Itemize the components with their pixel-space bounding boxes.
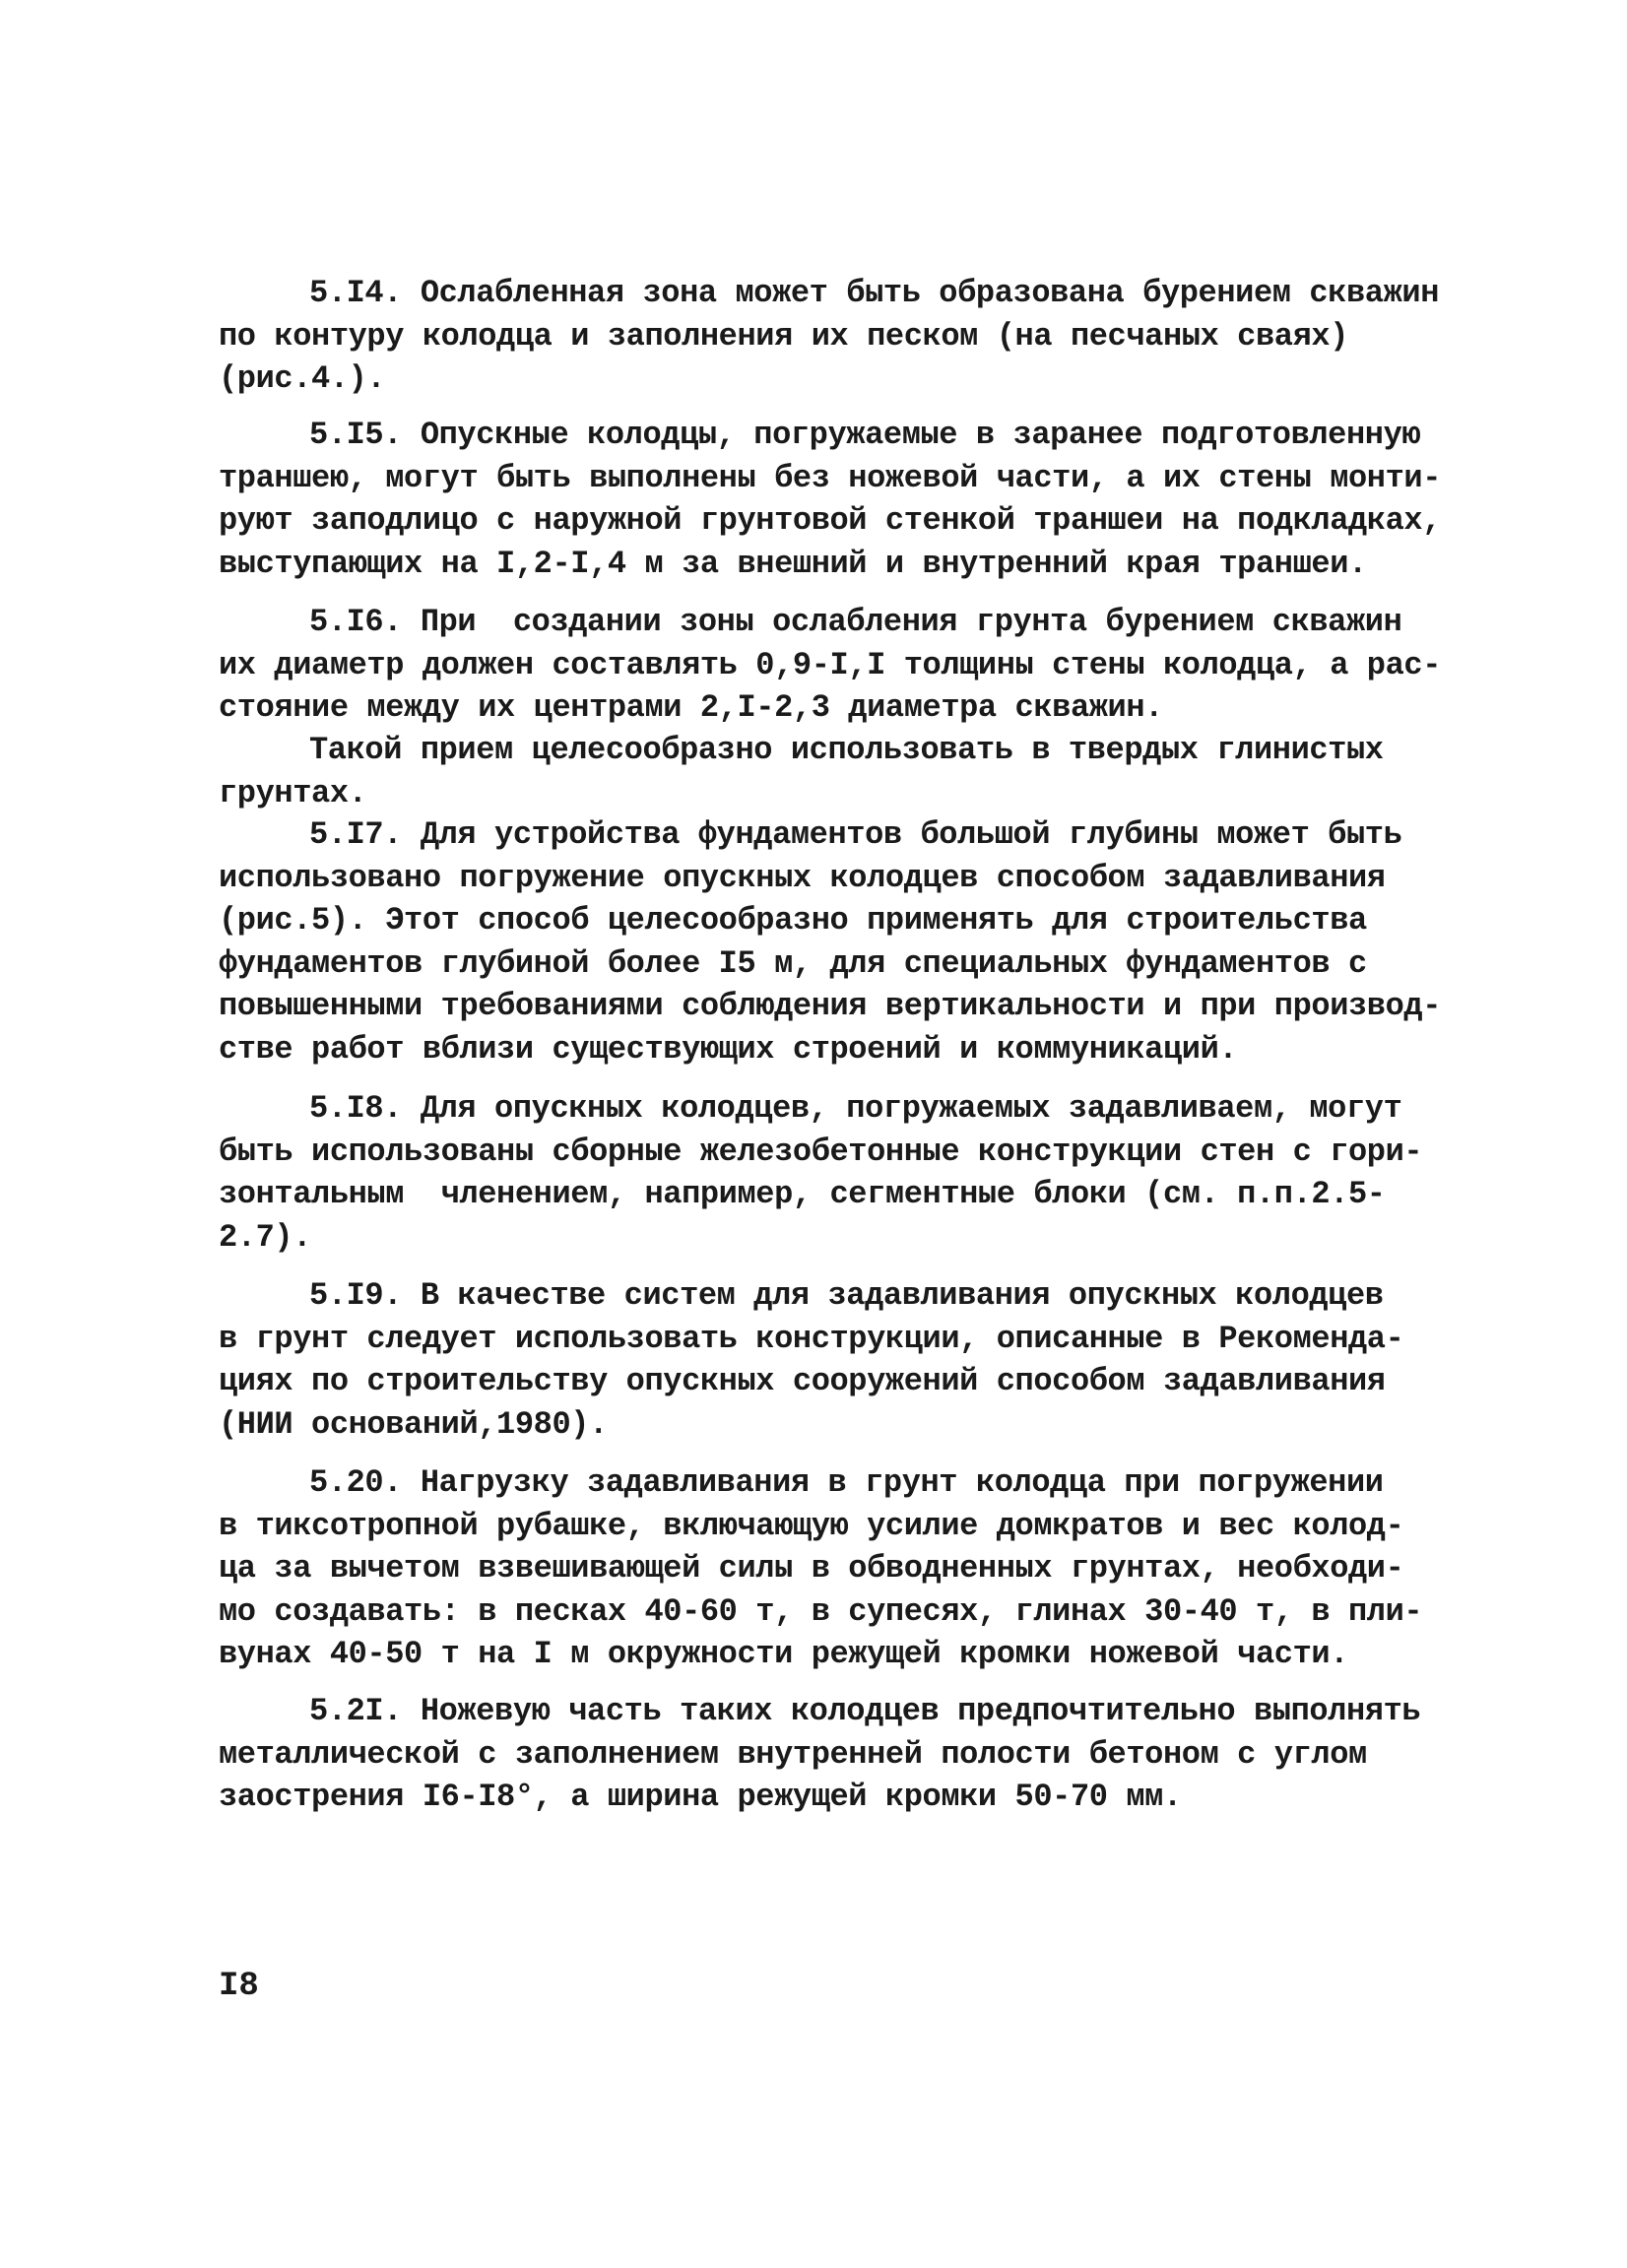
paragraph-5-16-note (219, 729, 1410, 814)
text-line: (рис.4.). (219, 360, 386, 397)
text-line: грунтах. (219, 774, 367, 811)
text-line: мо создавать: в песках 40-60 т, в супесях, глинах 30-40 т, в пли- (219, 1592, 1423, 1630)
text-line: зонтальным членением, например, сегментные блоки (см. п.п.2.5- (219, 1176, 1386, 1212)
text-line: 5.I5. Опускные колодцы, погружаемые в заранее подготовленную (309, 417, 1421, 453)
text-line: 5.I7. Для устройства фундаментов большой глубины может быть (309, 816, 1402, 853)
text-line: в грунт следует использовать конструкции, описанные в Рекоменда- (219, 1320, 1404, 1357)
text-line: по контуру колодца и заполнения их песком (на песчаных сваях) (219, 317, 1348, 355)
text-line: 5.2I. Ножевую часть таких колодцев предпочтительно выполнять (309, 1693, 1421, 1729)
text-line: траншею, могут быть выполнены без ножевой части, а их стены монти- (219, 459, 1442, 496)
text-line: 5.I8. Для опускных колодцев, погружаемых задавливаем, могут (309, 1090, 1402, 1127)
text-line: стояние между их центрами 2,I-2,3 диаметра скважин. (219, 689, 1163, 726)
paragraph-5-18 (219, 1087, 1423, 1259)
text-line: использовано погружение опускных колодцев способом задавливания (219, 859, 1386, 896)
text-line: выступающих на I,2-I,4 м за внешний и внутренний края траншеи. (219, 545, 1367, 582)
text-line: вунах 40-50 т на I м окружности режущей кромки ножевой части. (219, 1636, 1348, 1672)
text-line: Такой прием целесообразно использовать в твердых глинистых (309, 732, 1384, 768)
text-line: быть использованы сборные железобетонные конструкции стен с гори- (219, 1133, 1423, 1170)
text-line: повышенными требованиями соблюдения вертикальности и при производ- (219, 988, 1442, 1024)
text-line: фундаментов глубиной более I5 м, для специальных фундаментов с (219, 944, 1367, 982)
text-line: в тиксотропной рубашке, включающую усилие домкратов и вес колод- (219, 1507, 1404, 1544)
text-line: заострения I6-I8°, а ширина режущей кромки 50-70 мм. (219, 1779, 1182, 1815)
text-line: их диаметр должен составлять 0,9-I,I толщины стены колодца, а рас- (219, 646, 1442, 683)
paragraph-5-16 (219, 601, 1442, 730)
paragraph-5-19 (219, 1274, 1410, 1446)
text-line: (рис.5). Этот способ целесообразно применять для строительства (219, 902, 1367, 939)
text-line: ца за вычетом взвешивающей силы в обводненных грунтах, необходи- (219, 1550, 1404, 1587)
text-line: 5.20. Нагрузку задавливания в грунт колодца при погружении (309, 1464, 1384, 1501)
paragraph-5-20 (219, 1461, 1423, 1676)
paragraph-5-17 (219, 813, 1442, 1070)
paragraph-5-14 (219, 272, 1439, 401)
paragraph-5-21 (219, 1690, 1421, 1819)
page-number: I8 (219, 1968, 259, 2005)
text-line: циях по строительству опускных сооружений способом задавливания (219, 1363, 1386, 1399)
text-line: (НИИ оснований,1980). (219, 1405, 608, 1443)
text-line: стве работ вблизи существующих строений и коммуникаций. (219, 1030, 1238, 1068)
text-line: 5.I9. В качестве систем для задавливания опускных колодцев (309, 1277, 1384, 1314)
text-line: руют заподлицо с наружной грунтовой стенкой траншеи на подкладках, (219, 502, 1442, 539)
text-line: 5.I6. При создании зоны ослабления грунта бурением скважин (309, 604, 1402, 640)
text-line: 2.7). (219, 1218, 312, 1256)
text-line: 5.I4. Ослабленная зона может быть образована бурением скважин (309, 275, 1439, 311)
text-line: металлической с заполнением внутренней полости бетоном с углом (219, 1735, 1367, 1773)
paragraph-5-15 (219, 414, 1442, 585)
